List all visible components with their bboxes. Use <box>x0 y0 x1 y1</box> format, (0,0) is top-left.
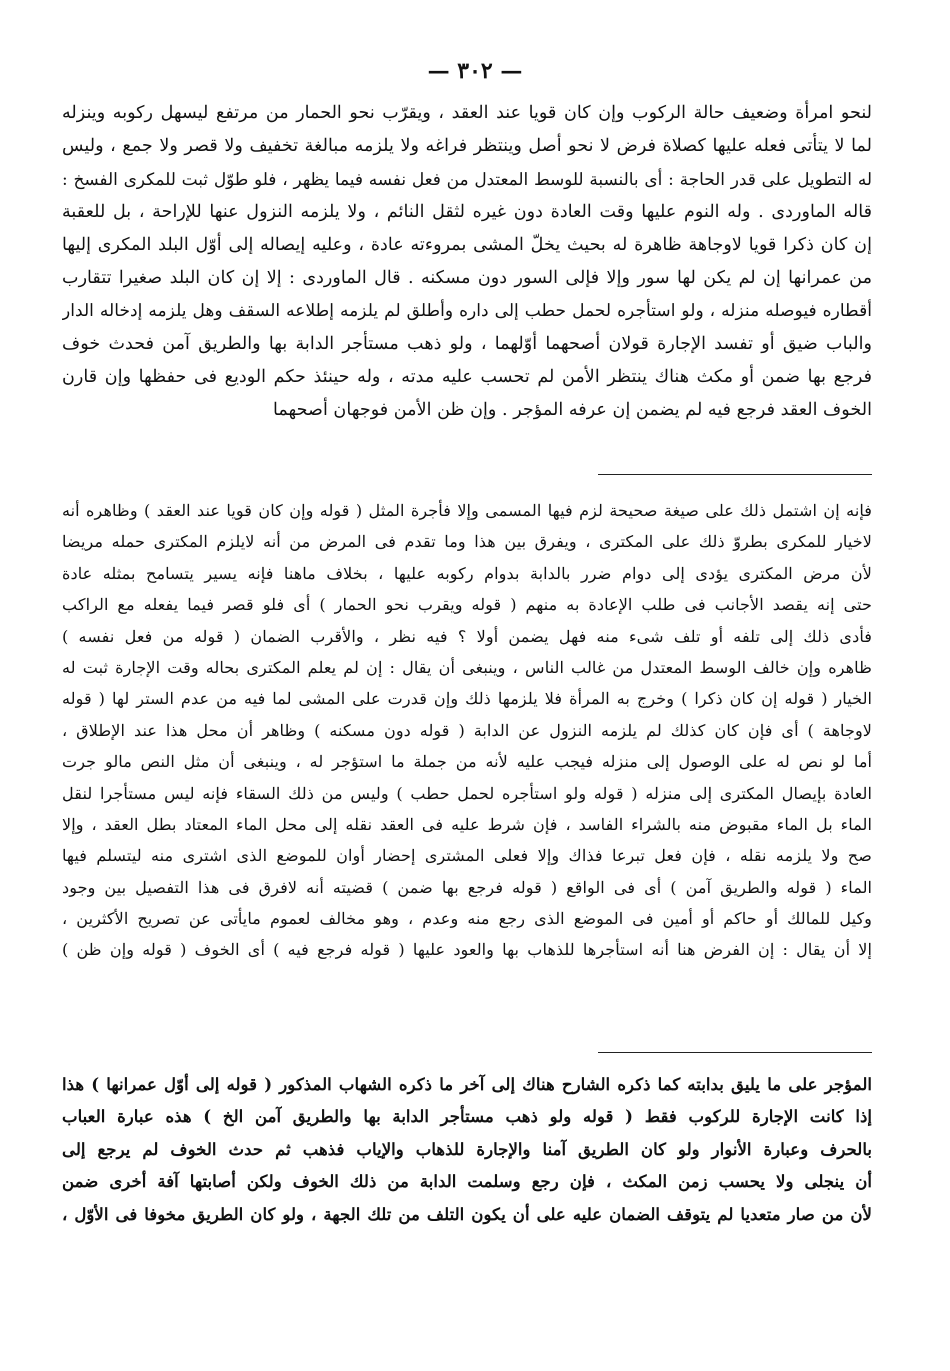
commentary-line: بالحرف وعبارة الأنوار ولو كان الطريق آمنا والإجارة للذهاب والإياب فذهب ثم حدث الخوف لم يرجع إلى <box>62 1138 872 1159</box>
commentary-line: لأن من صار متعديا لم يتوقف الضمان عليه على أن يكون التلف من تلك الجهة ، ولو كان الطريق مخوفا فى الأوّل ، <box>62 1203 872 1224</box>
commentary-line: أن ينجلى ولا يحسب زمن المكث ، فإن رجع وسلمت الدابة من ذلك الخوف ولكن أصابتها آفة أخرى ضمن <box>62 1171 872 1192</box>
commentary-line: فأدى ذلك إلى تلفه أو تلف شىء منه فهل يضمن أولا ؟ فيه نظر ، والأقرب الضمان ( قوله من فعل نفسه ) <box>62 626 872 646</box>
text-line: من عمرانها إن لم يكن لها سور وإلا فإلى السور دون مسكنه . قال الماوردى : إلا إن كان البلد صغيرا تتقارب <box>62 268 872 288</box>
page-number: — ٣٠٢ — <box>427 58 523 84</box>
section-divider <box>598 474 872 475</box>
commentary-line: حتى إنه يقصد الأجانب فى طلب الإعادة به منهم ( قوله ويقرب نحو الحمار ) أى فلو قصر فيما يفعله مع الراكب <box>62 595 872 615</box>
commentary-line: الخيار ( قوله إن كان ذكرا ) وخرج به المرأة فلا يلزمها ذلك وإن قدرت على المشى لما فيه من عدم الستر لها ( قوله <box>62 689 872 709</box>
commentary-second <box>62 1068 872 1230</box>
text-line: والباب ضيق أو تفسد الإجارة قولان أصحهما أوّلهما ، ولو ذهب مستأجر الدابة بها والطريق آمن فحدث خوف <box>62 334 872 354</box>
commentary-line: الماء ( قوله والطريق آمن ) أى فى الواقع ( قوله فرجع بها ضمن ) قضيته أنه لافرق فى هذا التفصيل بين وجود <box>62 877 872 897</box>
commentary-line: فإنه إن اشتمل ذلك على صيغة صحيحة لزم فيها المسمى وإلا فأجرة المثل ( قوله وإن كان قويا عند العقد ) وظاهره أنه <box>62 501 872 520</box>
text-line: أقطاره فيوصله منزله ، ولو استأجره لحمل حطب إلى داره وأطلق لم يلزمه إطلاعه السقف وهل يلزمه إدخاله الدار <box>62 301 872 321</box>
text-line: قاله الماوردى . وله النوم عليها وقت العادة دون غيره لثقل النائم ، ولا يلزمه النزول عنها للإراحة ، بل للعقبة <box>62 202 872 222</box>
commentary-line: لاوجاهة ) أى فإن كان كذلك لم يلزمه النزول عن الدابة ( قوله دون مسكنه ) وظاهر أن محل هذا عند الإطلاق ، <box>62 720 872 740</box>
commentary-line: الماء بل الماء مقبوض منه بالشراء الفاسد ، فإن شرط عليه فى العقد نقله إلى محل الماء المعتاد بطل العقد ، وإلا <box>62 814 872 834</box>
commentary-line: إذا كانت الإجارة للركوب فقط ( قوله ولو ذهب مستأجر الدابة بها والطريق آمن الخ ) هذه عبارة العباب <box>62 1106 872 1127</box>
text-line: فرجع بها ضمن أو مكث هناك ينتظر الأمن لم تحسب عليه مدته ، وله حينئذ حكم الوديع فى حفظها وإن قارن <box>62 367 872 387</box>
text-line: الخوف العقد فرجع فيه لم يضمن إن عرفه المؤجر . وإن ظن الأمن فوجهان أصحهما <box>273 400 872 420</box>
commentary-line: صح ولا يلزمه نقله ، فإن فعل تبرعا فذاك وإلا فعلى المشترى إحضار أوان للموضع الذى اشترى منه ليتسلم فيها <box>62 846 872 866</box>
commentary-line: وكيل للمالك أو حاكم أو أمين فى الموضع الذى رجع منه وعدم ، وهو مخالف لعموم مايأتى عن تصريح الأكثرين ، <box>62 909 872 929</box>
commentary-line: لاخيار للمكرى بطروّ ذلك على المكترى ، ويفرق بين هذا وما تقدم فى المرض من أنه لايلزم المكترى حمله مريضا <box>62 532 872 552</box>
commentary-line: إلا أن يقال : إن الفرض هنا أنه استأجرها للذهاب بها والعود عليها ( قوله فرجع فيه ) أى الخوف ( قوله وإن ظن ) <box>62 940 872 960</box>
commentary-line: ظاهره وإن خالف الوسط المعتدل من غالب الناس ، وينبغى أن يقال : إن لم يعلم المكترى بحاله وقت الإجارة ثبت له <box>62 657 872 677</box>
text-line: له التطويل على قدر الحاجة : أى بالنسبة للوسط المعتدل من فعل نفسه فيما يظهر ، فلو طوّل ثبت للمكرى الفسخ : <box>62 169 872 189</box>
commentary-line: العادة بإيصال المكترى إلى منزله ( قوله ولو استأجره لحمل حطب ) وليس من ذلك السقاء فإنه ليس مستأجرا لنقل <box>62 783 872 803</box>
commentary-first <box>62 495 872 966</box>
main-text <box>62 97 872 427</box>
commentary-line: المؤجر على ما يليق بدابته كما ذكره الشارح هناك إلى آخر ما ذكره الشهاب المذكور ( قوله إلى أوّل عمرانها ) هذا <box>62 1074 872 1094</box>
text-line: لنحو امرأة وضعيف حالة الركوب وإن كان قويا عند العقد ، ويقرّب نحو الحمار من مرتفع ليسهل ركوبه وينزله <box>62 103 872 123</box>
commentary-line: أما لو نص له على الوصول إلى منزله فيجب عليه لأنه من جملة ما استؤجر له ، وينبغى أن مثل النص مالو جرت <box>62 752 872 772</box>
section-divider <box>598 1052 872 1053</box>
text-line: لما لا يتأتى فعله عليها كصلاة فرض لا نحو أصل وينتظر فراغه ولا يلزمه مبالغة تخفيف ولا قصر ولا جمع ، وليس <box>62 136 872 156</box>
text-line: إن كان ذكرا قويا لاوجاهة ظاهرة له بحيث يخلّ المشى بمروءته عادة ، وعليه إيصاله إلى أوّل البلد المكرى إليها <box>62 235 872 255</box>
commentary-line: لأن مرض المكترى يؤدى إلى دوام ضرر بالدابة بدوام ركوبه عليها ، بخلاف ماهنا فإنه يسير يتسامح بمثله عادة <box>62 563 872 583</box>
